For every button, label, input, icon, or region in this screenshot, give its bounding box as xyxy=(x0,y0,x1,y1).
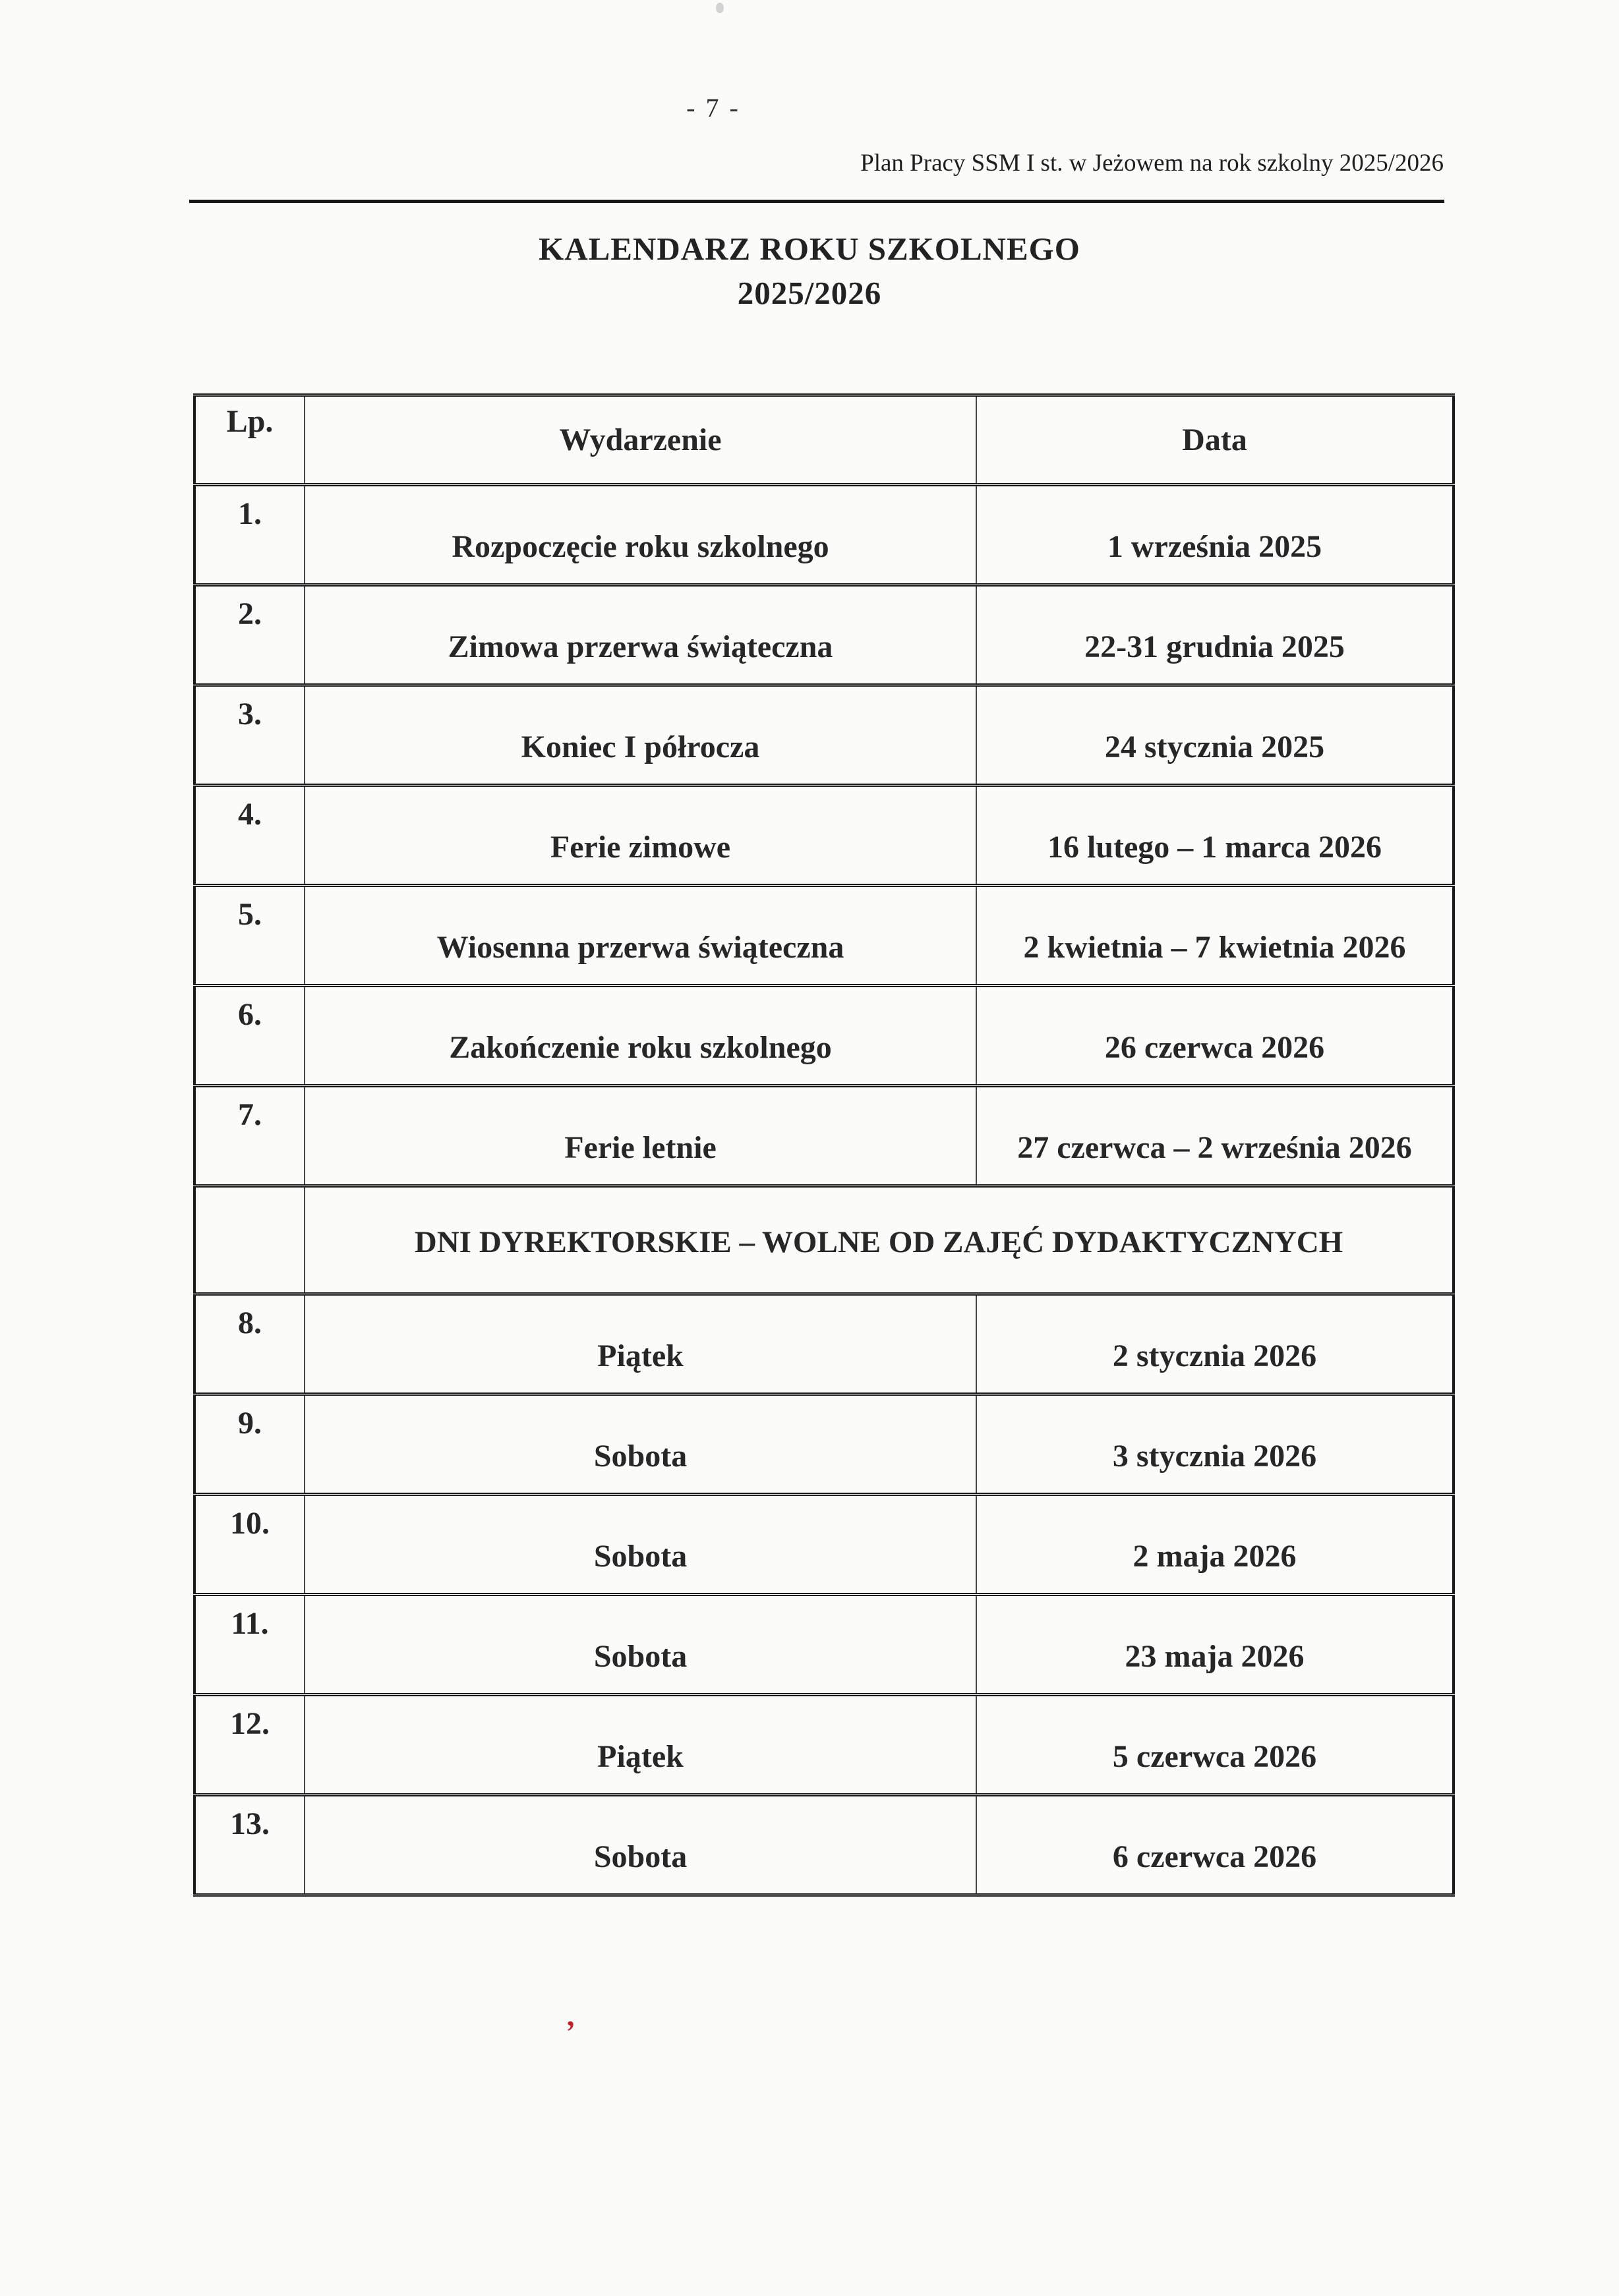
row-number-cell: 8. xyxy=(194,1294,305,1394)
event-cell: Koniec I półrocza xyxy=(305,685,976,786)
date-cell: 22-31 grudnia 2025 xyxy=(976,585,1454,685)
section-header: DNI DYREKTORSKIE – WOLNE OD ZAJĘĆ DYDAKTYCZNYCH xyxy=(305,1186,1454,1294)
row-number-cell: 12. xyxy=(194,1695,305,1795)
table-row xyxy=(194,786,1454,886)
date-cell: 16 lutego – 1 marca 2026 xyxy=(976,786,1454,886)
column-header-event: Wydarzenie xyxy=(305,395,976,485)
table-row xyxy=(194,1695,1454,1795)
empty-lp-cell xyxy=(194,1186,305,1294)
date-cell: 26 czerwca 2026 xyxy=(976,986,1454,1086)
date-cell: 5 czerwca 2026 xyxy=(976,1695,1454,1795)
calendar-rows-part1 xyxy=(194,485,1454,1186)
table-row xyxy=(194,1294,1454,1394)
calendar-rows-part2 xyxy=(194,1294,1454,1895)
row-number-cell: 7. xyxy=(194,1086,305,1186)
row-number-cell: 13. xyxy=(194,1795,305,1895)
row-number-cell: 5. xyxy=(194,886,305,986)
event-cell: Sobota xyxy=(305,1795,976,1895)
row-number-cell: 11. xyxy=(194,1595,305,1695)
column-header-lp: Lp. xyxy=(194,395,305,485)
date-cell: 3 stycznia 2026 xyxy=(976,1394,1454,1495)
title-line-2: 2025/2026 xyxy=(737,275,882,311)
row-number-cell: 6. xyxy=(194,986,305,1086)
date-cell: 27 czerwca – 2 września 2026 xyxy=(976,1086,1454,1186)
table-row xyxy=(194,685,1454,786)
date-cell: 23 maja 2026 xyxy=(976,1595,1454,1695)
table-row xyxy=(194,585,1454,685)
date-cell: 6 czerwca 2026 xyxy=(976,1795,1454,1895)
document-title xyxy=(0,227,1619,315)
table-row xyxy=(194,1595,1454,1695)
event-cell: Zakończenie roku szkolnego xyxy=(305,986,976,1086)
table-header-row xyxy=(194,395,1454,485)
event-cell: Ferie zimowe xyxy=(305,786,976,886)
calendar-table xyxy=(193,393,1455,1897)
table-row xyxy=(194,485,1454,585)
table-row xyxy=(194,986,1454,1086)
date-cell: 1 września 2025 xyxy=(976,485,1454,585)
event-cell: Sobota xyxy=(305,1394,976,1495)
header-divider-line xyxy=(189,200,1444,203)
event-cell: Sobota xyxy=(305,1595,976,1695)
row-number-cell: 3. xyxy=(194,685,305,786)
date-cell: 2 stycznia 2026 xyxy=(976,1294,1454,1394)
event-cell: Sobota xyxy=(305,1495,976,1595)
scan-artifact-speck xyxy=(716,3,724,13)
event-cell: Piątek xyxy=(305,1695,976,1795)
row-number-cell: 4. xyxy=(194,786,305,886)
event-cell: Zimowa przerwa świąteczna xyxy=(305,585,976,685)
document-header: Plan Pracy SSM I st. w Jeżowem na rok szkolny 2025/2026 xyxy=(860,150,1444,177)
row-number-cell: 1. xyxy=(194,485,305,585)
event-cell: Wiosenna przerwa świąteczna xyxy=(305,886,976,986)
section-header-row xyxy=(194,1186,1454,1294)
table-row xyxy=(194,1495,1454,1595)
table-row xyxy=(194,886,1454,986)
table-row xyxy=(194,1795,1454,1895)
date-cell: 2 maja 2026 xyxy=(976,1495,1454,1595)
red-ink-mark: , xyxy=(563,1998,575,2033)
column-header-date: Data xyxy=(976,395,1454,485)
date-cell: 24 stycznia 2025 xyxy=(976,685,1454,786)
date-cell: 2 kwietnia – 7 kwietnia 2026 xyxy=(976,886,1454,986)
title-line-1: KALENDARZ ROKU SZKOLNEGO xyxy=(539,231,1080,267)
table-row xyxy=(194,1086,1454,1186)
page-number: - 7 - xyxy=(686,93,740,123)
table-row xyxy=(194,1394,1454,1495)
event-cell: Ferie letnie xyxy=(305,1086,976,1186)
row-number-cell: 2. xyxy=(194,585,305,685)
event-cell: Piątek xyxy=(305,1294,976,1394)
row-number-cell: 9. xyxy=(194,1394,305,1495)
event-cell: Rozpoczęcie roku szkolnego xyxy=(305,485,976,585)
row-number-cell: 10. xyxy=(194,1495,305,1595)
